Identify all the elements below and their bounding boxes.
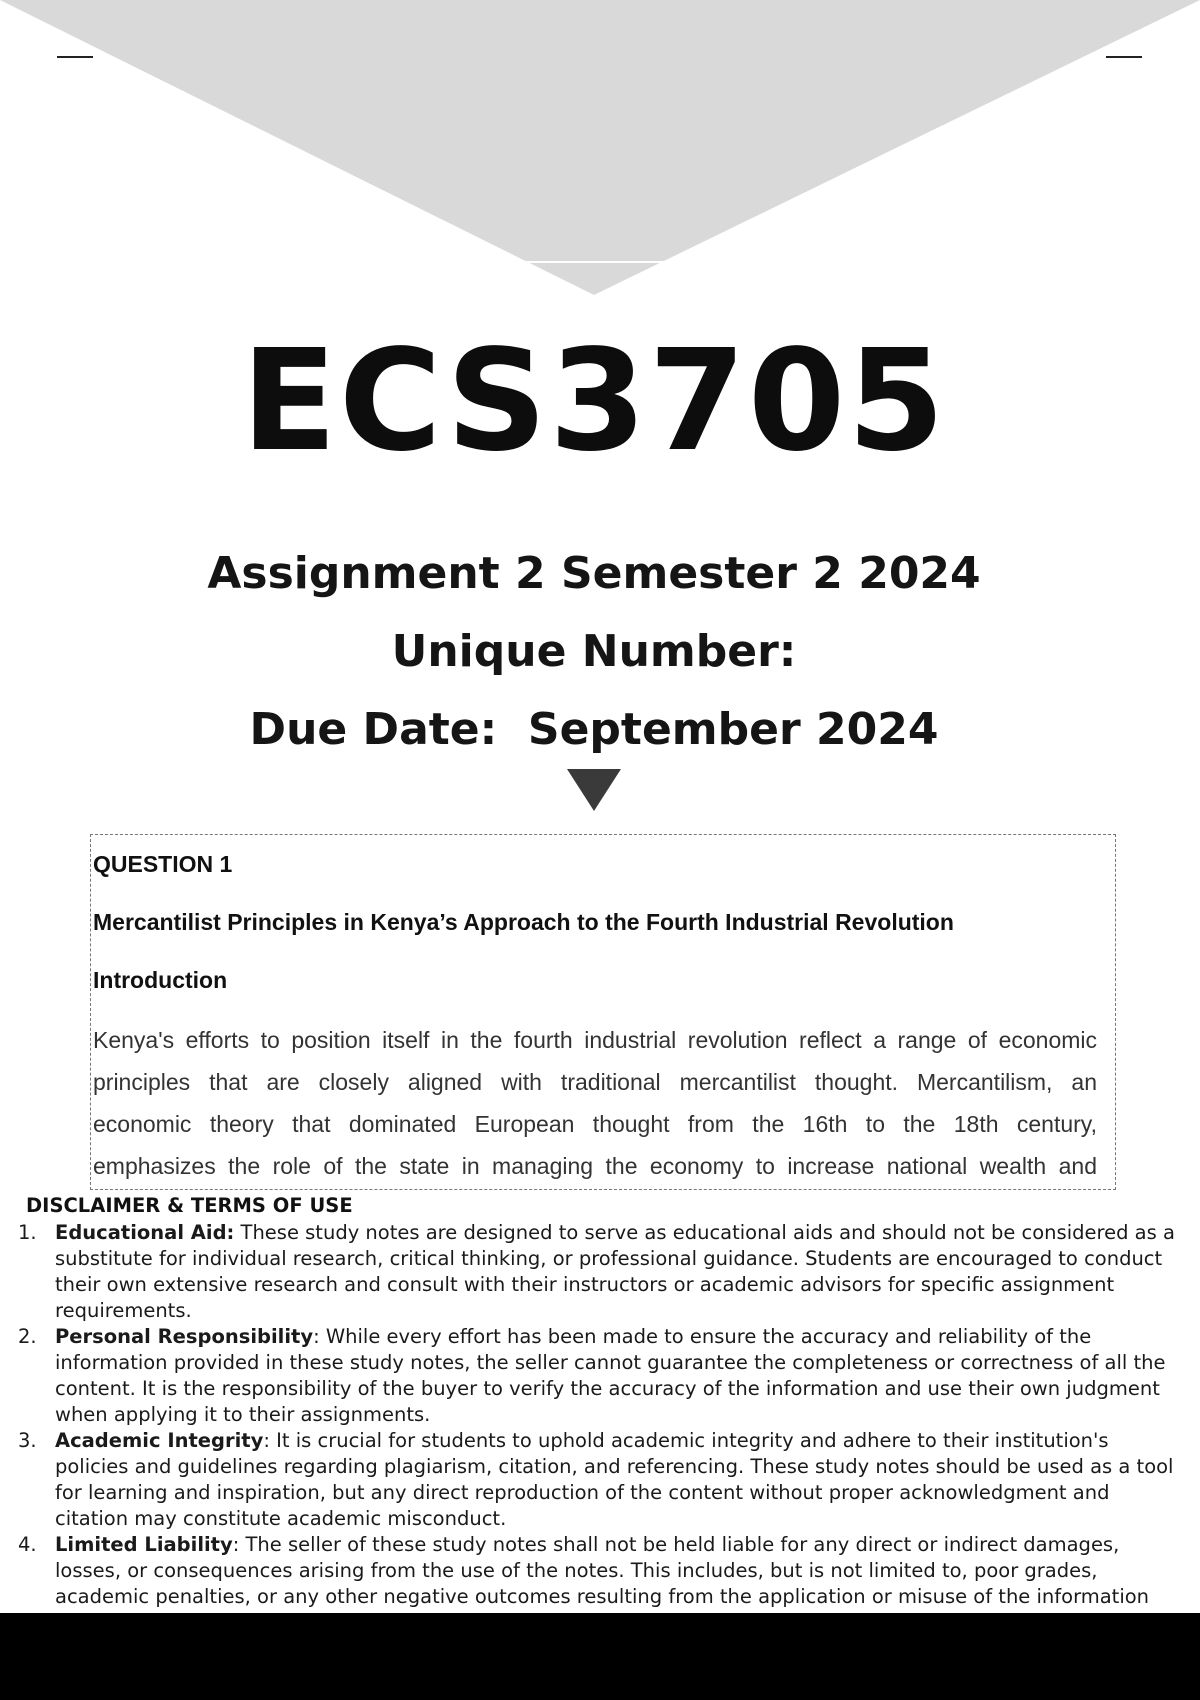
- paragraph-line: Kenya's efforts to position itself in the fourth industrial revolution reflect a range of economic: [93, 1027, 1097, 1053]
- item-text: : While every effort has been made to ensure the accuracy and reliability of the information provided in these study notes, the seller cannot guarantee the completeness or correctness of all the content. It is the responsibility of the buyer to verify the accuracy of the information and use their own judgment when applying it to their assignments.: [55, 1325, 1166, 1426]
- item-number: 3.: [18, 1429, 37, 1452]
- item-text: These study notes are designed to serve as educational aids and should not be considered as a substitute for individual research, critical thinking, or professional guidance. Students are encouraged to conduct their own extensive research and consult with their instructors or academic advisors for specific assignment requirements.: [55, 1221, 1175, 1322]
- item-text: : It is crucial for students to uphold academic integrity and adhere to their institution's policies and guidelines regarding plagiarism, citation, and referencing. These study notes should be used as a tool for learning and inspiration, but any direct reproduction of the content without proper acknowledgment and citation may constitute academic misconduct.: [55, 1429, 1174, 1530]
- unique-number-line: Unique Number:: [391, 626, 797, 677]
- introduction-paragraph: [93, 1019, 1097, 1187]
- course-code-title: ECS3705: [241, 320, 947, 483]
- question-preview-box: [90, 834, 1116, 1190]
- item-number: 2.: [18, 1325, 37, 1348]
- item-lead: Limited Liability: [55, 1533, 233, 1556]
- due-date-line: Due Date: September 2024: [249, 704, 939, 755]
- disclaimer-item-limited-liability: [16, 1532, 1188, 1610]
- item-lead: Personal Responsibility: [55, 1325, 314, 1348]
- corner-rule-left: [57, 56, 93, 58]
- header-chevron-graphic: [0, 0, 1200, 300]
- item-number: 1.: [18, 1221, 37, 1244]
- question-heading: QUESTION 1: [93, 851, 233, 877]
- question-title: Mercantilist Principles in Kenya’s Approach to the Fourth Industrial Revolution: [93, 909, 954, 935]
- disclaimer-section: [16, 1194, 1188, 1610]
- item-number: 4.: [18, 1533, 37, 1556]
- item-lead: Academic Integrity: [55, 1429, 264, 1452]
- bottom-black-bar: [0, 1613, 1200, 1700]
- paragraph-line: economic theory that dominated European thought from the 16th to the 18th century,: [93, 1111, 1097, 1137]
- disclaimer-item-personal-responsibility: [16, 1324, 1188, 1428]
- disclaimer-item-academic-integrity: [16, 1428, 1188, 1532]
- item-lead: Educational Aid:: [55, 1221, 235, 1244]
- disclaimer-list: [16, 1220, 1188, 1610]
- introduction-heading: Introduction: [93, 967, 228, 993]
- assignment-line: Assignment 2 Semester 2 2024: [207, 548, 981, 599]
- disclaimer-item-educational-aid: [16, 1220, 1188, 1324]
- paragraph-line: principles that are closely aligned with traditional mercantilist thought. Mercantilism, an: [93, 1069, 1097, 1095]
- item-text: : The seller of these study notes shall not be held liable for any direct or indirect damages, losses, or consequences arising from the use of the notes. This includes, but is not limited to, poor grades, academic penalties, or any other negative outcomes resulting from the application or misuse of the information: [55, 1533, 1150, 1608]
- down-arrow-icon: [567, 769, 621, 811]
- disclaimer-title: DISCLAIMER & TERMS OF USE: [26, 1194, 353, 1217]
- corner-rule-right: [1106, 56, 1142, 58]
- paragraph-line: emphasizes the role of the state in managing the economy to increase national wealth and: [93, 1153, 1097, 1179]
